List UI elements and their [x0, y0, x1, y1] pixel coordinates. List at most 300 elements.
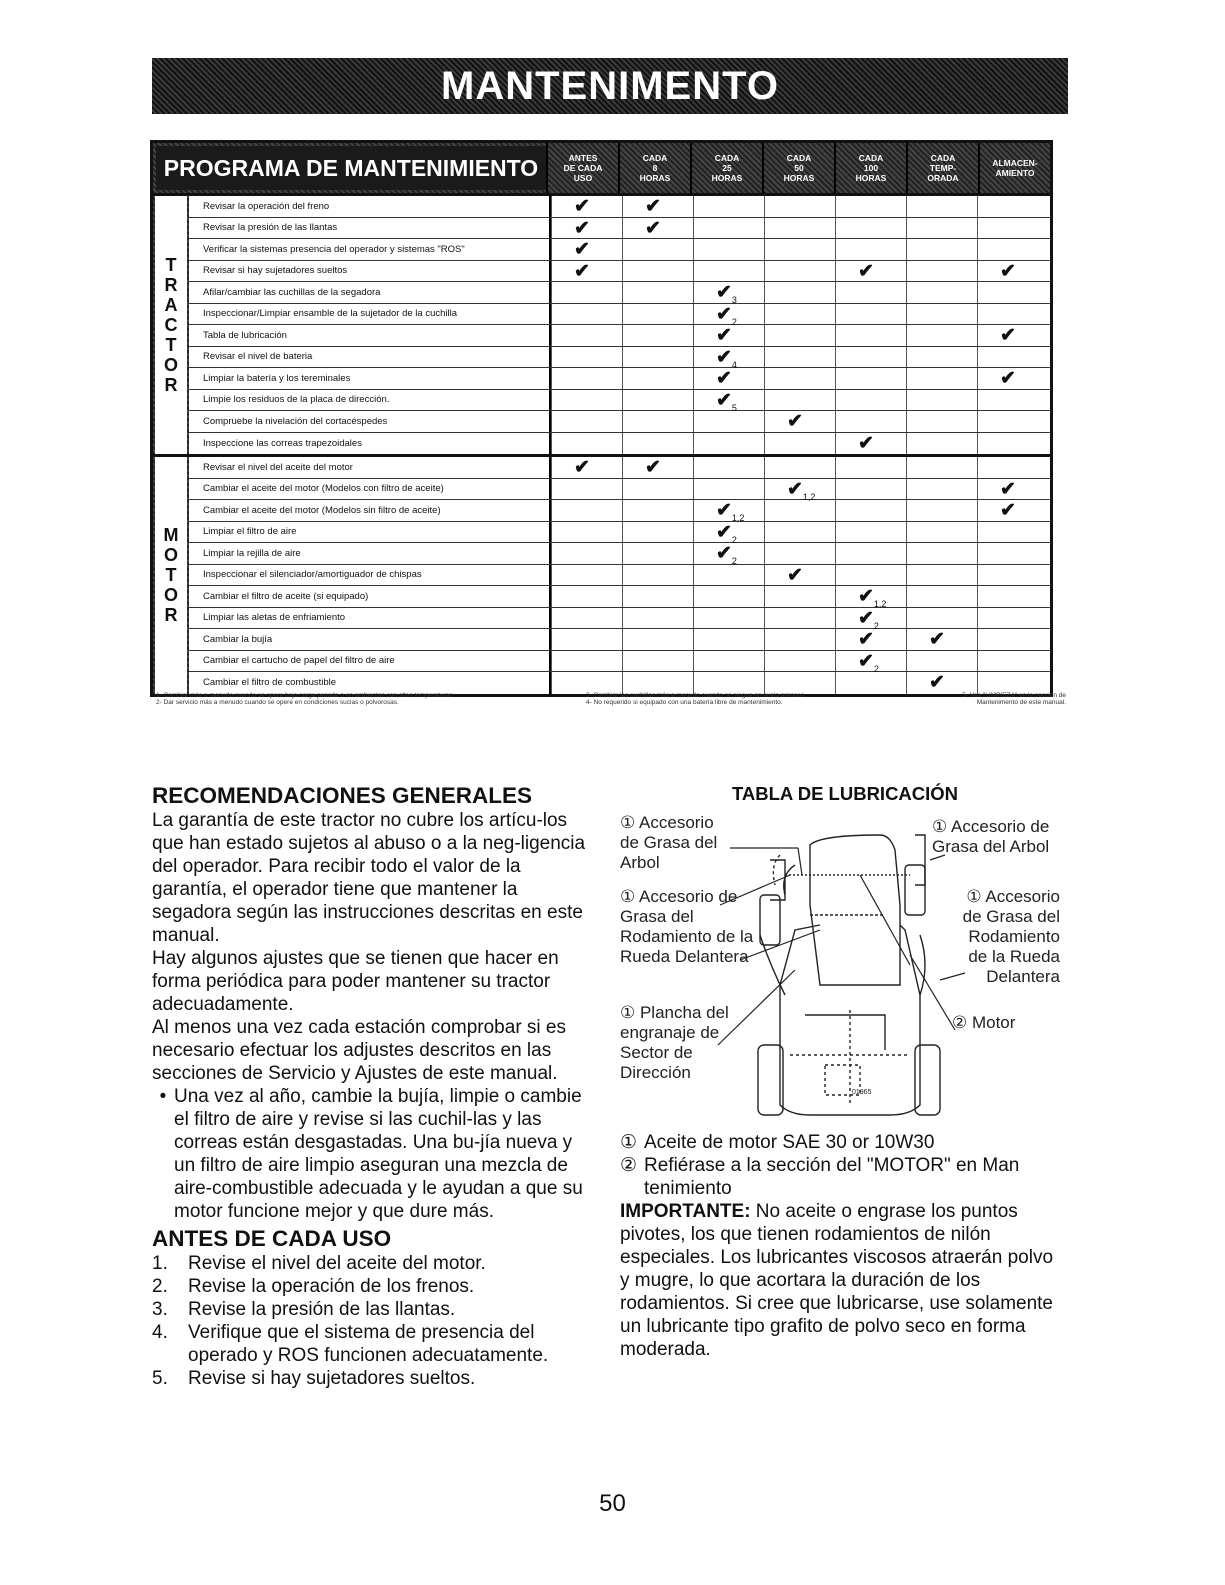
check-mark-icon: $✔_2$ [716, 543, 737, 566]
schedule-cell [551, 629, 622, 650]
check-mark-icon: ✔ [716, 368, 732, 389]
schedule-cell [906, 239, 977, 260]
schedule-cell [693, 672, 764, 694]
task-label: Cambiar el cartucho de papel del filtro de aire [189, 651, 551, 672]
column-header [546, 143, 618, 193]
schedule-cell [835, 390, 906, 411]
note-1-text: Aceite de motor SAE 30 or 10W30 [644, 1132, 935, 1153]
schedule-cell [551, 565, 622, 586]
schedule-cell [977, 196, 1048, 217]
schedule-cell [764, 457, 835, 478]
table-header [153, 143, 1050, 193]
footnote-2: 2- Dar servicio más a menudo cuando se opere en condiciones sucias o polvorosas. [156, 699, 399, 706]
task-label: Verificar la sistemas presencia del operador y sistemas "ROS" [189, 239, 551, 260]
schedule-cell [906, 457, 977, 478]
banner-title: MANTENIMENTO [441, 63, 779, 108]
task-label: Cambiar el aceite del motor (Modelos sin filtro de aceite) [189, 500, 551, 521]
schedule-cell [622, 651, 693, 672]
schedule-cell [835, 522, 906, 543]
heading-general-recommendations: RECOMENDACIONES GENERALES [152, 783, 533, 808]
schedule-cell [906, 565, 977, 586]
schedule-cell [764, 304, 835, 325]
list-item-text: Revise la operación de los frenos. [188, 1276, 475, 1297]
schedule-cell [693, 586, 764, 607]
schedule-cell [693, 479, 764, 500]
task-label: Limpiar la batería y los tereminales [189, 368, 551, 389]
schedule-cell [764, 543, 835, 564]
side-letter: M [163, 525, 179, 546]
schedule-cell [977, 282, 1048, 303]
section-banner [152, 58, 1068, 114]
list-item-number: 4. [152, 1322, 168, 1343]
list-item-number: 1. [152, 1253, 168, 1274]
schedule-cell [835, 411, 906, 432]
check-footnote-ref: 3 [731, 294, 737, 305]
label-motor: ② Motor [952, 1013, 1016, 1032]
footnote-3: 3- Cambiar las cuchillas más a menudo cuando se siegue en suelo arenoso. [586, 692, 807, 699]
schedule-cell [693, 261, 764, 282]
schedule-cell [622, 218, 693, 239]
column-header-line: HORAS [711, 173, 743, 183]
schedule-cell [977, 629, 1048, 650]
schedule-cell [693, 411, 764, 432]
schedule-cell [835, 457, 906, 478]
schedule-cell [906, 368, 977, 389]
check-mark-icon: ✔ [1000, 325, 1016, 346]
schedule-cell [551, 608, 622, 629]
check-footnote-ref: 2 [731, 534, 737, 545]
schedule-cell [693, 390, 764, 411]
motor-side-label [155, 457, 187, 694]
task-label: Revisar el nivel de bateria [189, 347, 551, 368]
check-mark-icon: $✔_5$ [716, 389, 737, 413]
table-row [189, 651, 1050, 673]
task-label: Cambiar el aceite del motor (Modelos con filtro de aceite) [189, 479, 551, 500]
bullet-dot: • [159, 1086, 167, 1107]
column-header-line: 100 [863, 163, 879, 173]
schedule-cell [835, 196, 906, 217]
important-note [620, 1200, 1060, 1361]
schedule-cell [977, 347, 1048, 368]
lubrication-diagram [620, 805, 1060, 1127]
column-header [978, 143, 1050, 193]
schedule-cell [764, 651, 835, 672]
schedule-cell [551, 390, 622, 411]
bullet-yearly [152, 1085, 592, 1223]
note-2-marker: ② [620, 1155, 638, 1176]
schedule-cell [906, 433, 977, 455]
schedule-cell [622, 411, 693, 432]
table-row [189, 672, 1050, 694]
schedule-cell [551, 500, 622, 521]
task-label: Cambiar el filtro de combustible [189, 672, 551, 694]
schedule-cell [764, 390, 835, 411]
schedule-cell [764, 196, 835, 217]
schedule-cell [764, 282, 835, 303]
check-mark-icon: ✔ [787, 411, 803, 432]
schedule-cell [977, 457, 1048, 478]
schedule-cell [906, 629, 977, 650]
check-mark-icon: ✔ [574, 196, 590, 217]
schedule-cell [835, 282, 906, 303]
side-letter: O [163, 355, 178, 375]
check-mark-icon: ✔ [858, 260, 874, 282]
schedule-cell [622, 672, 693, 694]
note-oil [620, 1131, 1060, 1154]
column-header-line: HORAS [783, 173, 815, 183]
list-item-number: 3. [152, 1299, 168, 1320]
schedule-cell [693, 543, 764, 564]
schedule-cell [906, 196, 977, 217]
tractor-group [153, 193, 1050, 454]
check-mark-icon: ✔ [645, 217, 661, 239]
check-mark-icon: $✔_{1,2}$ [858, 586, 887, 609]
schedule-cell [622, 608, 693, 629]
schedule-cell [977, 433, 1048, 455]
lubrication-notes [620, 1131, 1060, 1361]
schedule-cell [551, 457, 622, 478]
list-item [152, 1367, 592, 1390]
check-mark-icon: $✔_4$ [716, 346, 737, 370]
schedule-cell [977, 304, 1048, 325]
side-letter: R [164, 275, 178, 295]
schedule-cell [835, 479, 906, 500]
column-header [690, 143, 762, 193]
check-mark-icon: ✔ [574, 457, 590, 478]
check-mark-icon: ✔ [1000, 478, 1016, 500]
schedule-cell [906, 500, 977, 521]
check-footnote-ref: 2 [731, 555, 737, 566]
task-label: Limpiar el filtro de aire [189, 522, 551, 543]
schedule-cell [551, 672, 622, 694]
schedule-cell [835, 347, 906, 368]
table-row [189, 457, 1050, 479]
table-row [189, 304, 1050, 326]
schedule-cell [693, 325, 764, 346]
column-header-line: ORADA [927, 173, 959, 183]
task-label: Limpiar la rejilla de aire [189, 543, 551, 564]
list-item-text: Verifique que el sistema de presencia del operado y ROS funcionen adecuatamente. [188, 1322, 549, 1366]
column-header-line: ANTES [568, 153, 598, 163]
schedule-cell [764, 608, 835, 629]
schedule-cell [764, 565, 835, 586]
schedule-cell [551, 543, 622, 564]
schedule-cell [693, 282, 764, 303]
table-row [189, 543, 1050, 565]
column-header-line: ALMACEN- [992, 158, 1038, 168]
schedule-cell [622, 347, 693, 368]
general-recommendations [152, 783, 592, 1390]
motor-group [153, 454, 1050, 694]
table-row [189, 239, 1050, 261]
schedule-cell [764, 586, 835, 607]
schedule-cell [835, 543, 906, 564]
table-row [189, 608, 1050, 630]
schedule-cell [835, 433, 906, 455]
schedule-cell [835, 325, 906, 346]
schedule-cell [764, 433, 835, 455]
column-header-line: HORAS [855, 173, 887, 183]
schedule-cell [622, 457, 693, 478]
check-footnote-ref: 5 [731, 402, 737, 413]
table-row [189, 368, 1050, 390]
schedule-cell [622, 390, 693, 411]
check-footnote-ref: 2 [873, 620, 879, 631]
schedule-cell [835, 261, 906, 282]
schedule-cell [764, 672, 835, 694]
table-row [189, 565, 1050, 587]
schedule-cell [906, 304, 977, 325]
schedule-cell [764, 629, 835, 650]
table-row [189, 196, 1050, 218]
schedule-cell [693, 522, 764, 543]
table-row [189, 629, 1050, 651]
table-row [189, 390, 1050, 412]
check-mark-icon: ✔ [574, 239, 590, 260]
schedule-cell [622, 433, 693, 455]
check-mark-icon: $✔_3$ [716, 282, 737, 305]
schedule-cell [764, 261, 835, 282]
schedule-cell [693, 457, 764, 478]
schedule-cell [977, 651, 1048, 672]
column-header-line: 50 [794, 163, 804, 173]
check-mark-icon: ✔ [1000, 500, 1016, 521]
schedule-cell [693, 304, 764, 325]
schedule-cell [977, 586, 1048, 607]
schedule-cell [906, 672, 977, 694]
schedule-cell [764, 411, 835, 432]
schedule-cell [622, 543, 693, 564]
column-header [906, 143, 978, 193]
schedule-cell [622, 196, 693, 217]
task-label: Compruebe la nivelación del cortacéspedes [189, 411, 551, 432]
task-label: Limpie los residuos de la placa de dirección. [189, 390, 551, 411]
schedule-cell [977, 500, 1048, 521]
schedule-cell [835, 218, 906, 239]
table-row [189, 522, 1050, 544]
schedule-cell [977, 522, 1048, 543]
schedule-cell [622, 282, 693, 303]
schedule-cell [906, 282, 977, 303]
check-footnote-ref: 1,2 [802, 491, 816, 502]
schedule-cell [764, 325, 835, 346]
check-mark-icon: ✔ [574, 217, 590, 239]
check-mark-icon: $✔_2$ [716, 303, 737, 327]
schedule-cell [906, 411, 977, 432]
paragraph-warranty: La garantía de este tractor no cubre los artícu-los que han estado sujetos al abuso o a la neg-ligencia del operador. Para recibir todo el valor de la garantía, el operador tiene que mantener la segadora según las instrucciones descritas en este manual. [152, 810, 586, 946]
column-header-line: HORAS [639, 173, 671, 183]
schedule-cell [693, 218, 764, 239]
check-mark-icon: ✔ [858, 629, 874, 650]
task-label: Cambiar la bujía [189, 629, 551, 650]
check-mark-icon: $✔_2$ [858, 650, 879, 674]
check-mark-icon: ✔ [929, 672, 945, 693]
list-item [152, 1298, 592, 1321]
schedule-cell [906, 218, 977, 239]
list-item-number: 5. [152, 1368, 168, 1389]
table-row [189, 347, 1050, 369]
check-footnote-ref: 2 [873, 663, 879, 674]
list-item [152, 1321, 592, 1367]
schedule-cell [551, 347, 622, 368]
list-item [152, 1275, 592, 1298]
schedule-cell [764, 479, 835, 500]
side-letter: R [164, 375, 178, 395]
schedule-cell [764, 239, 835, 260]
footnote-5: 5- Vea "LIMPIEZA" en la sección de [962, 692, 1066, 699]
schedule-cell [693, 651, 764, 672]
schedule-cell [693, 608, 764, 629]
schedule-cell [906, 651, 977, 672]
check-mark-icon: ✔ [645, 196, 661, 217]
column-header-line: CADA [714, 153, 740, 163]
schedule-cell [551, 651, 622, 672]
schedule-cell [551, 239, 622, 260]
schedule-cell [835, 629, 906, 650]
schedule-cell [551, 196, 622, 217]
schedule-cell [764, 347, 835, 368]
side-letter: T [165, 255, 177, 275]
schedule-cell [551, 282, 622, 303]
schedule-cell [906, 586, 977, 607]
schedule-cell [622, 239, 693, 260]
paragraph-season-check: Al menos una vez cada estación comprobar si es necesario efectuar los adjustes descritos en las secciones de Servicio y Ajustes de este manual. [152, 1017, 566, 1084]
schedule-cell [977, 390, 1048, 411]
schedule-cell [551, 368, 622, 389]
note-2-text: Refiérase a la sección del "MOTOR" en Man tenimiento [644, 1155, 1020, 1199]
schedule-cell [977, 368, 1048, 389]
check-mark-icon: $✔_{1,2}$ [716, 500, 745, 523]
schedule-cell [906, 543, 977, 564]
schedule-cell [551, 261, 622, 282]
lubrication-section [620, 783, 1060, 1361]
schedule-cell [906, 390, 977, 411]
schedule-cell [906, 261, 977, 282]
list-item-text: Revise el nivel del aceite del motor. [188, 1253, 486, 1274]
task-label: Revisar la operación del freno [189, 196, 551, 217]
check-mark-icon: ✔ [645, 457, 661, 478]
schedule-cell [551, 218, 622, 239]
important-text: No aceite o engrase los puntos pivotes, los que tienen rodamientos de nilón especiales. Los lubricantes viscosos atraerán polvo y mugre, lo que acortara la duración de los rodamientos. Si cree que lubricarse, use solamente un lubricante tipo grafito de polvo seco en forma moderada. [620, 1201, 1054, 1360]
schedule-cell [977, 261, 1048, 282]
schedule-cell [835, 500, 906, 521]
table-row [189, 325, 1050, 347]
label-arbol-right: ① Accesorio de Grasa del Arbol [932, 817, 1050, 856]
list-item-text: Revise si hay sujetadores sueltos. [188, 1368, 476, 1389]
footnote-1: 1- Cambiar más a menudo cuando se opere bajo carga pesada o en ambientes con altas temperaturas [156, 692, 453, 699]
schedule-cell [835, 586, 906, 607]
schedule-cell [551, 433, 622, 455]
schedule-cell [764, 522, 835, 543]
schedule-cell [835, 672, 906, 694]
schedule-cell [551, 586, 622, 607]
schedule-cell [622, 586, 693, 607]
table-row [189, 586, 1050, 608]
important-label: IMPORTANTE: [620, 1201, 751, 1222]
side-letter: O [163, 545, 178, 566]
schedule-cell [977, 239, 1048, 260]
schedule-cell [693, 368, 764, 389]
check-mark-icon: $✔_2$ [716, 521, 737, 545]
column-headers [546, 143, 1050, 193]
task-label: Revisar la presión de las llantas [189, 218, 551, 239]
schedule-cell [693, 347, 764, 368]
task-label: Inspeccionar el silenciador/amortiguador de chispas [189, 565, 551, 586]
motor-rows [189, 457, 1050, 694]
column-header-line: CADA [858, 153, 884, 163]
schedule-cell [835, 651, 906, 672]
schedule-cell [693, 433, 764, 455]
schedule-cell [835, 565, 906, 586]
note-engine-ref [620, 1154, 1060, 1200]
task-label: Limpiar las aletas de enfriamiento [189, 608, 551, 629]
table-row [189, 500, 1050, 522]
schedule-cell [622, 325, 693, 346]
side-letter: A [164, 295, 178, 315]
check-mark-icon: ✔ [574, 260, 590, 282]
column-header-line: TEMP- [929, 163, 957, 173]
table-row [189, 479, 1050, 501]
footnote-4: 4- No requerido si equipado con una batería libre de mantenimiento. [586, 699, 783, 706]
footnote-6: Mantenimento de este manual. [976, 699, 1066, 706]
side-letter: R [164, 605, 178, 626]
check-mark-icon: ✔ [716, 325, 732, 346]
tractor-rows [189, 196, 1050, 454]
column-header [762, 143, 834, 193]
paragraph-adjustments: Hay algunos ajustes que se tienen que hacer en forma periódica para poder mantener su tractor adecuadamente. [152, 948, 559, 1015]
schedule-cell [977, 411, 1048, 432]
schedule-cell [906, 325, 977, 346]
list-item [152, 1252, 592, 1275]
check-footnote-ref: 2 [731, 316, 737, 327]
task-label: Cambiar el filtro de aceite (si equipado) [189, 586, 551, 607]
side-letter: C [164, 315, 178, 335]
list-item-number: 2. [152, 1276, 168, 1297]
before-use-steps [152, 1252, 592, 1390]
column-header-line: 25 [722, 163, 732, 173]
check-footnote-ref: 4 [731, 359, 737, 370]
check-mark-icon: $✔_{1,2}$ [787, 478, 816, 502]
task-label: Inspeccionar/Limpiar ensamble de la sujetador de la cuchilla [189, 304, 551, 325]
check-mark-icon: ✔ [858, 432, 874, 454]
schedule-cell [835, 304, 906, 325]
side-letter: O [163, 585, 178, 606]
lubrication-title: TABLA DE LUBRICACIÓN [731, 783, 959, 804]
heading-before-each-use: ANTES DE CADA USO [152, 1226, 392, 1251]
table-row [189, 411, 1050, 433]
column-header [834, 143, 906, 193]
schedule-cell [977, 543, 1048, 564]
side-letter: T [165, 335, 177, 355]
schedule-cell [977, 608, 1048, 629]
column-header-line: 8 [652, 163, 658, 173]
label-plancha: ① Plancha del engranaje de Sector de Dirección [620, 1003, 729, 1082]
schedule-cell [693, 565, 764, 586]
schedule-cell [693, 500, 764, 521]
table-title: PROGRAMA DE MANTENIMIENTO [156, 146, 546, 190]
schedule-cell [622, 629, 693, 650]
task-label: Tabla de lubricación [189, 325, 551, 346]
schedule-cell [835, 368, 906, 389]
check-footnote-ref: 1,2 [873, 598, 887, 609]
task-label: Inspeccione las correas trapezoidales [189, 433, 551, 455]
page-number: 50 [599, 1490, 626, 1517]
schedule-cell [906, 522, 977, 543]
schedule-cell [622, 304, 693, 325]
schedule-cell [551, 522, 622, 543]
table-row [189, 282, 1050, 304]
table-row [189, 261, 1050, 283]
